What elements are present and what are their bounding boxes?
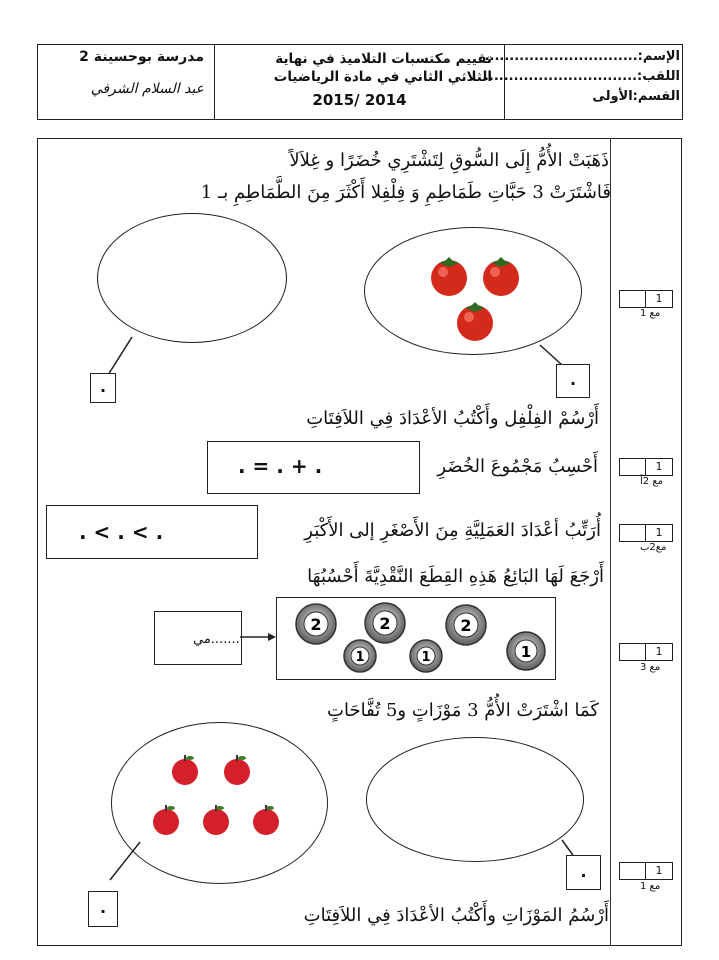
ex1-right-connector bbox=[540, 345, 562, 365]
grade-caption-3: مع2ب bbox=[640, 542, 667, 553]
coin-1-icon bbox=[344, 640, 376, 672]
ex1-right-number-box[interactable]: . bbox=[556, 364, 590, 398]
arrow-head bbox=[268, 633, 276, 641]
coin-2-icon bbox=[446, 605, 486, 645]
school-year: 2015/ 2014 bbox=[312, 91, 407, 109]
coins-answer-text: .......مي bbox=[193, 632, 240, 647]
ex1-intro-line1: ذَهَبَتْ الأُمُّ إِلَى السُّوقِ لِتَشْتَرِي خُضَرًا و غِلاَلاً bbox=[289, 150, 609, 171]
ex5-right-number-box[interactable]: . bbox=[566, 855, 601, 890]
apple-icon bbox=[224, 755, 250, 785]
grade-value: 1 bbox=[645, 459, 672, 475]
order-answer-box[interactable] bbox=[46, 505, 258, 559]
apple-icon bbox=[253, 805, 279, 835]
grade-caption-5: مع 1 bbox=[640, 881, 661, 892]
coins-svg bbox=[277, 598, 557, 681]
coin-2-icon bbox=[365, 603, 405, 643]
apple-icon bbox=[172, 755, 198, 785]
grade-score[interactable] bbox=[620, 644, 647, 660]
coin-2-icon bbox=[296, 604, 336, 644]
coin-1-icon bbox=[410, 640, 442, 672]
coin-1-icon bbox=[507, 632, 545, 670]
ex1-intro-line2: فَاشْتَرَتْ 3 حَبَّاتِ طَمَاطِمِ وَ فِلْفِلا أَكْثَرَ مِنَ الطَّمَاطِمِ بـ 1 bbox=[200, 182, 611, 203]
exam-title-line1: تقييم مكتسبات التلاميذ في نهاية bbox=[275, 51, 492, 67]
grade-box-1[interactable] bbox=[619, 290, 673, 308]
apple-icon bbox=[153, 805, 179, 835]
tomato-group bbox=[425, 255, 525, 345]
ex1-instruction: أَرْسُمْ الفِلْفِل وأَكْتُبُ الأعْدَادَ فِي اللاَفِتَاتِ bbox=[306, 408, 599, 429]
grade-box-2[interactable] bbox=[619, 458, 673, 476]
tomato-icon bbox=[457, 302, 493, 341]
coin-top-3-label: 2 bbox=[460, 616, 472, 635]
coin-top-2-label: 2 bbox=[379, 614, 391, 633]
ex3-instruction: أُرَتِّبُ أعْدَادَ العَمَلِيَّةِ مِنَ الأَصْغَرِ إلى الأَكْبَرِ bbox=[304, 520, 601, 541]
coins-answer-box[interactable] bbox=[154, 611, 242, 665]
coins-box bbox=[276, 597, 556, 680]
grade-score[interactable] bbox=[620, 525, 647, 541]
ex5-instruction: أَرْسُمُ المَوْزَاتِ وأَكْتُبُ الأعْدَادَ فِي اللاَفِتَاتِ bbox=[303, 905, 609, 926]
grade-score[interactable] bbox=[620, 291, 647, 307]
ex5-intro: كَمَا اشْتَرَتْ الأُمُّ 3 مَوْزَاتٍ و5 تُفَّاحَاتٍ bbox=[327, 700, 599, 721]
grade-box-4[interactable] bbox=[619, 643, 673, 661]
grade-value: 1 bbox=[645, 291, 672, 307]
sum-answer-box[interactable] bbox=[207, 441, 420, 494]
tomato-icon bbox=[483, 257, 519, 296]
class-field: القسم:الأولى bbox=[592, 89, 680, 104]
school-name: مدرسة بوحسينة 2 bbox=[79, 49, 204, 65]
tomato-icon bbox=[431, 257, 467, 296]
grade-caption-2: مع 2أ bbox=[640, 476, 664, 487]
grade-caption-1: مع 1 bbox=[640, 308, 661, 319]
grade-caption-4: مع 3 bbox=[640, 662, 661, 673]
apple-icon bbox=[203, 805, 229, 835]
grade-score[interactable] bbox=[620, 459, 647, 475]
coin-bottom-3-label: 1 bbox=[520, 643, 532, 661]
coin-top-1-label: 2 bbox=[310, 615, 322, 634]
grade-score[interactable] bbox=[620, 863, 647, 879]
sum-expression: . = . + . bbox=[238, 454, 323, 478]
surname-field[interactable]: اللقب:............................... bbox=[483, 69, 680, 84]
ex1-left-connector bbox=[108, 337, 132, 375]
order-expression: . < . < . bbox=[79, 520, 164, 544]
coin-bottom-2-label: 1 bbox=[421, 650, 431, 665]
name-field[interactable]: الإسم:............................... bbox=[484, 49, 680, 64]
grade-value: 1 bbox=[645, 644, 672, 660]
grade-value: 1 bbox=[645, 863, 672, 879]
coin-bottom-1-label: 1 bbox=[355, 650, 365, 665]
ex1-left-number-box[interactable]: . bbox=[90, 373, 116, 403]
exam-title-line2: الثلاثي الثاني في مادة الرياضيات bbox=[273, 69, 492, 85]
ex2-instruction: أَحْسِبُ مَجْمُوعَ الخُضَرِ bbox=[437, 456, 598, 477]
banana-ellipse[interactable] bbox=[366, 737, 584, 862]
grade-box-5[interactable] bbox=[619, 862, 673, 880]
grade-box-3[interactable] bbox=[619, 524, 673, 542]
teacher-name: عبد السلام الشرفي bbox=[90, 81, 204, 97]
grade-value: 1 bbox=[645, 525, 672, 541]
ex5-left-number-box[interactable]: . bbox=[88, 891, 118, 927]
apple-group bbox=[150, 755, 290, 840]
ex4-instruction: أَرْجَعَ لَهَا البَائِعُ هَذِهِ القِطَعَ النَّقْدِيَّةَ أَحْسُبُهَا bbox=[307, 566, 604, 587]
